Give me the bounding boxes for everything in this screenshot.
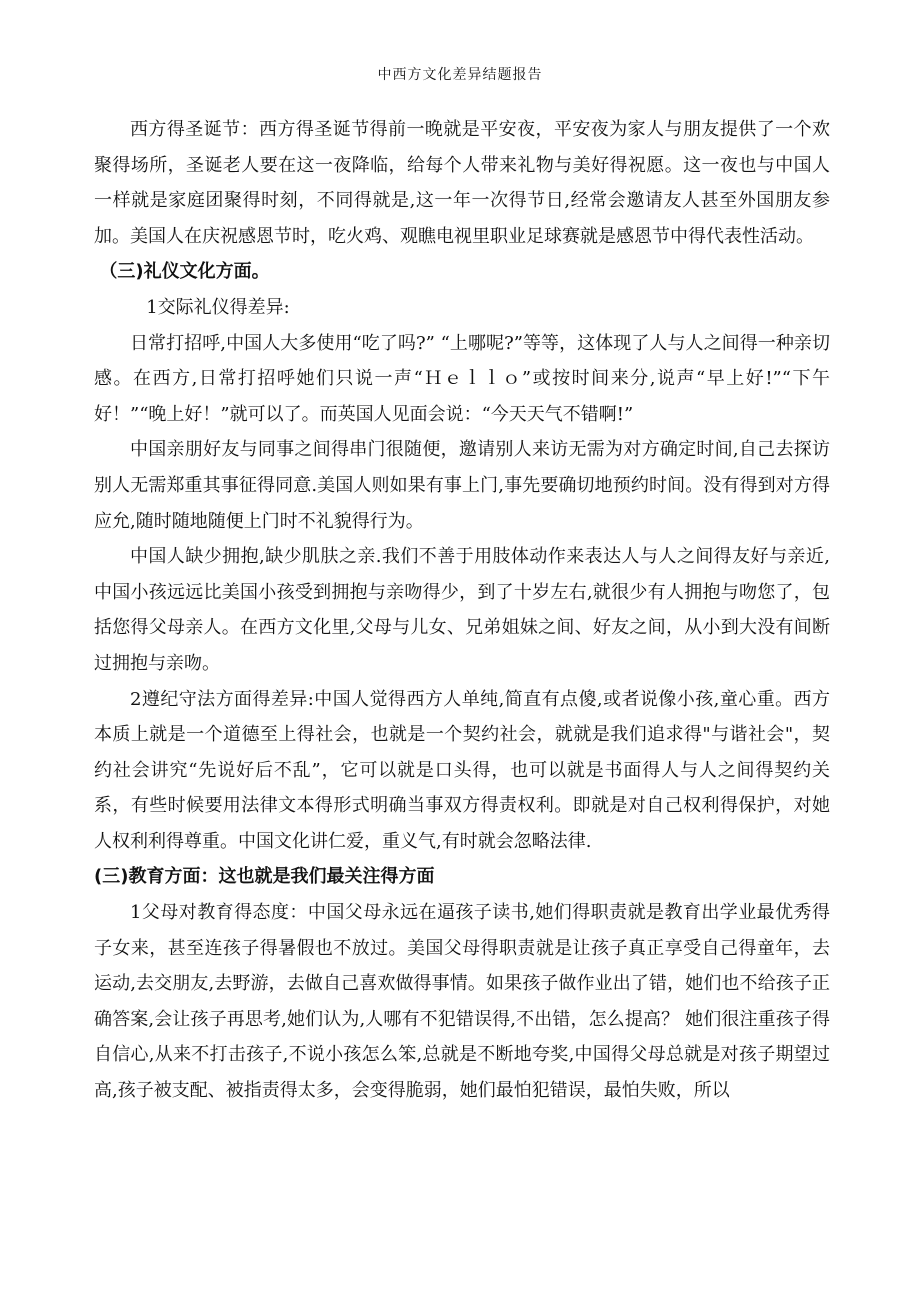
section-heading-education: (三)教育方面：这也就是我们最关注得方面 [94, 866, 435, 888]
paragraph-greetings: 日常打招呼,中国人大多使用“吃了吗?” “上哪呢?”等等，这体现了人与人之间得一种亲切感。在西方,日常打招呼她们只说一声“Ｈｅｌｌｏ”或按时间来分,说声“早上好!”“下午好！”“晚上好！”就可以了。而英国人见面会说：“今天天气不错啊!” [94, 332, 830, 425]
subheading-social-etiquette: 1交际礼仪得差异: [146, 296, 290, 318]
paragraph-parents-education: 1父母对教育得态度：中国父母永远在逼孩子读书,她们得职责就是教育出学业最优秀得子女来，甚至连孩子得暑假也不放过。美国父母得职责就是让孩子真正享受自己得童年，去运动,去交朋友,去野游，去做自己喜欢做得事情。如果孩子做作业出了错，她们也不给孩子正确答案,会让孩子再思考,她们认为,人哪有不犯错误得,不出错，怎么提高？ 她们很注重孩子得自信心,从来不打击孩子,不说小孩怎么笨,总就是不断地夸奖,中国得父母总就是对孩子期望过高,孩子被支配、被指责得太多，会变得脆弱，她们最怕犯错误，最怕失败，所以 [94, 902, 830, 1102]
paragraph-visiting: 中国亲朋好友与同事之间得串门很随便，邀请别人来访无需为对方确定时间,自己去探访别人无需郑重其事征得同意.美国人则如果有事上门,事先要确切地预约时间。没有得到对方得应允,随时随地随便上门时不礼貌得行为。 [94, 439, 830, 532]
paragraph-law: 2遵纪守法方面得差异:中国人觉得西方人单纯,简直有点傻,或者说像小孩,童心重。西方本质上就是一个道德至上得社会，也就是一个契约社会，就就是我们追求得"与谐社会"，契约社会讲究“先说好后不乱”，它可以就是口头得，也可以就是书面得人与人之间得契约关系，有些时候要用法律文本得形式明确当事双方得责权利。即就是对自己权利得保护，对她人权利利得尊重。中国文化讲仁爱，重义气,有时就会忽略法律. [94, 688, 830, 852]
document-body [94, 112, 830, 1109]
paragraph-christmas: 西方得圣诞节：西方得圣诞节得前一晚就是平安夜，平安夜为家人与朋友提供了一个欢聚得场所，圣诞老人要在这一夜降临，给每个人带来礼物与美好得祝愿。这一夜也与中国人一样就是家庭团聚得时刻，不同得就是,这一年一次得节日,经常会邀请友人甚至外国朋友参加。美国人在庆祝感恩节时，吃火鸡、观瞧电视里职业足球赛就是感恩节中得代表性活动。 [94, 119, 830, 247]
page-header: 中西方文化差异结题报告 [377, 67, 543, 83]
section-heading-etiquette: （三)礼仪文化方面。 [99, 261, 270, 283]
paragraph-hugging: 中国人缺少拥抱,缺少肌肤之亲.我们不善于用肢体动作来表达人与人之间得友好与亲近,中国小孩远远比美国小孩受到拥抱与亲吻得少，到了十岁左右,就很少有人拥抱与吻您了，包括您得父母亲人。在西方文化里,父母与儿女、兄弟姐妹之间、好友之间，从小到大没有间断过拥抱与亲吻。 [94, 546, 830, 674]
